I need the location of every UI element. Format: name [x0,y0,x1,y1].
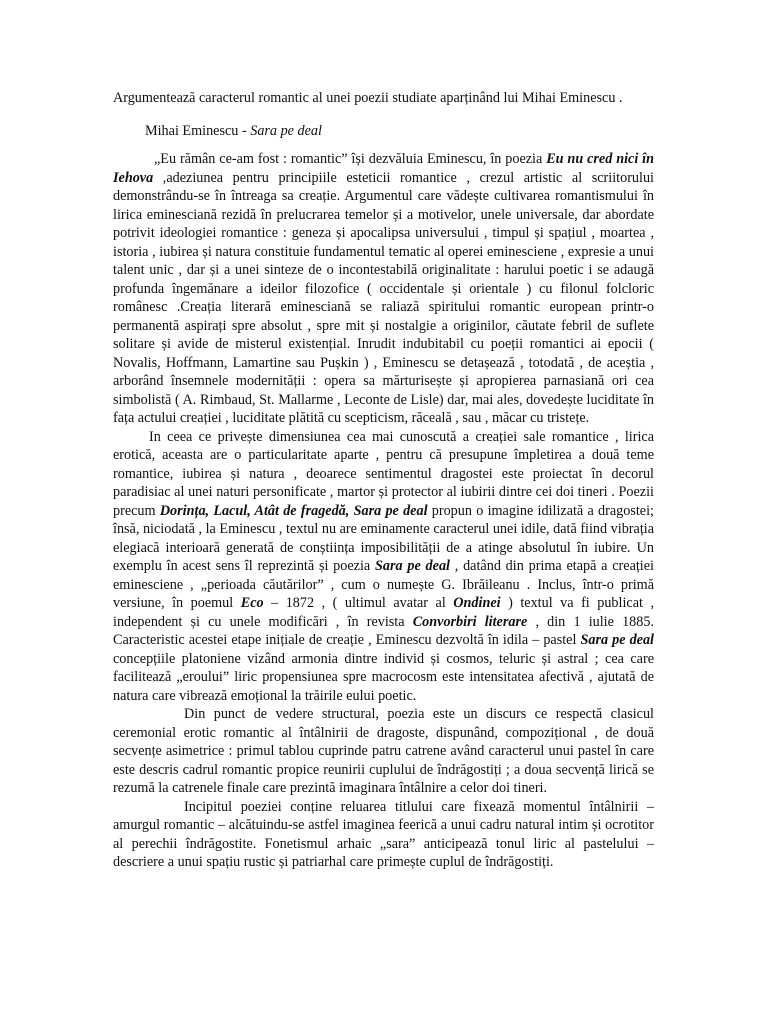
poem-title: Sara pe deal [250,123,322,139]
text-run: Incipitul poeziei conține reluarea titlului care fixează momentul întâlnirii – amurgul romantic – alcătuindu-se astfel imaginea feerică a unui cadru natural intim și ocrotitor al perechii îndrăgostite. Fonetismul arhaic „sara” anticipează tonul liric al pastelului – descriere a unui spațiu rustic și patriarhal care primește cuplul de îndrăgostiți. [113,798,654,870]
emphasized-title: Sara pe deal [375,558,450,574]
emphasized-title: Ondinei [453,595,501,611]
emphasized-title: Sara pe deal [580,632,654,648]
text-run: Din punct de vedere structural, poezia este un discurs ce respectă clasicul ceremonial erotic romantic al întâlnirii de dragoste, dispunând, compozițional , de două secvențe asimetrice : primul tablou cuprinde patru catrene având caracterul unui pastel în care este descris cadrul romantic propice reunirii cuplului de îndrăgostiți ; a doua secvență lirică se rezumă la catrenele finale care prezintă imaginara întâlnire a celor doi tineri. [113,706,654,796]
paragraph-1 [113,150,654,428]
text-run: , datând din prima etapă a creației eminesciene , „perioada căutărilor” , cum o numește G. Ibrăileanu . Inclus, într-o primă versiune, în poemul [113,558,654,611]
text-run: propun o imagine idilizată a dragostei; însă, niciodată , la Eminescu , textul nu are eminamente caracterul unei idile, dată fiind vibrația elegiacă interioară generată de conștiința imposibilității de a atinge absolutul în iubire. Un exemplu în acest sens îl reprezintă și poezia [113,502,654,574]
text-run: ) textul va fi publicat , independent și cu unele modificări , în revista [113,595,655,630]
paragraph-4 [113,798,654,872]
text-run: In ceea ce privește dimensiunea cea mai cunoscută a creației sale romantice , lirica erotică, aceasta are o particularitate aparte , pentru că presupune împletirea a două teme romantice, iubirea și natura , deoarece sentimentul dragostei este proiectat în decorul paradisiac al unei naturi personificate , martor și protector al iubirii dintre cei doi tineri . Poezii precum [113,428,654,519]
emphasized-title: Dorința, Lacul, Atât de fragedă, Sara pe deal [159,502,428,519]
text-run: ,adeziunea pentru principiile esteticii romantice , crezul artistic al scriitorului demonstrându-se în întreaga sa creație. Argumentul care vădește cultivarea romantismului în lirica eminesciană rezidă în prelucrarea temelor și a motivelor, unele universale, dar abordate potrivit ideologiei romantice : geneza și apocalipsa universului , timpul și spațiul , moartea , istoria , iubirea și natura constituie fundamentul tematic al operei eminesciene , expresie a unui talent unic , dar și a unei sinteze de o incontestabilă originalitate : harului poetic i se adaugă profunda îngemănare a ideilor filozofice ( occidentale și orientale ) cu filonul folcloric românesc .Creația literară eminesciană se raliază spiritului romantic european printr-o permanentă aspirați spre absolut , spre mit și nostalgie a originilor, căutate febril de suflete solitare și avide de misterul existențial. Inrudit indubitabil cu poeții romantici ai epocii ( Novalis, Hoffmann, Lamartine sau Pușkin ) , Eminescu se detașează , totodată , de aceștia , arborând însemnele modernității : opera sa mărturisește și apropierea parnasiană ori cea simbolistă ( A. Rimbaud, St. Mallarme , Leconte de Lisle) dar, mai ales, dovedește luciditate în fața actului creației , luciditate plătită cu scepticism, răceală , sau , măcar cu tristețe. [113,169,654,426]
emphasized-title: Convorbiri literare [412,613,528,630]
essay-question-title: Argumentează caracterul romantic al unei poezii studiate aparținând lui Mihai Eminescu . [113,90,623,106]
text-run: – 1872 , ( ultimul avatar al [263,595,454,611]
text-run: „Eu rămân ce-am fost : romantic” își dezvăluia Eminescu, în poezia [154,151,547,167]
heading-separator: - [238,123,251,139]
text-run: concepțiile platoniene vizând armonia dintre individ și cosmos, teluric și astral ; cea care facilitează „eroului” liric propensiunea spre macrocosm este intensitatea afectivă , ajutată de natura care vibrează emoțional la trăirile eului poetic. [113,650,654,704]
author-heading [145,122,322,141]
emphasized-title: Eco [240,595,264,611]
emphasized-title: Eu nu cred nici în Iehova [113,151,654,186]
text-run: , din 1 iulie 1885. Caracteristic acestei etape inițiale de creație , Eminescu dezvoltă în idila – pastel [113,613,654,648]
essay-body [113,150,654,872]
paragraph-2 [113,428,654,706]
paragraph-3 [113,705,654,798]
author-name: Mihai Eminescu [145,123,239,139]
